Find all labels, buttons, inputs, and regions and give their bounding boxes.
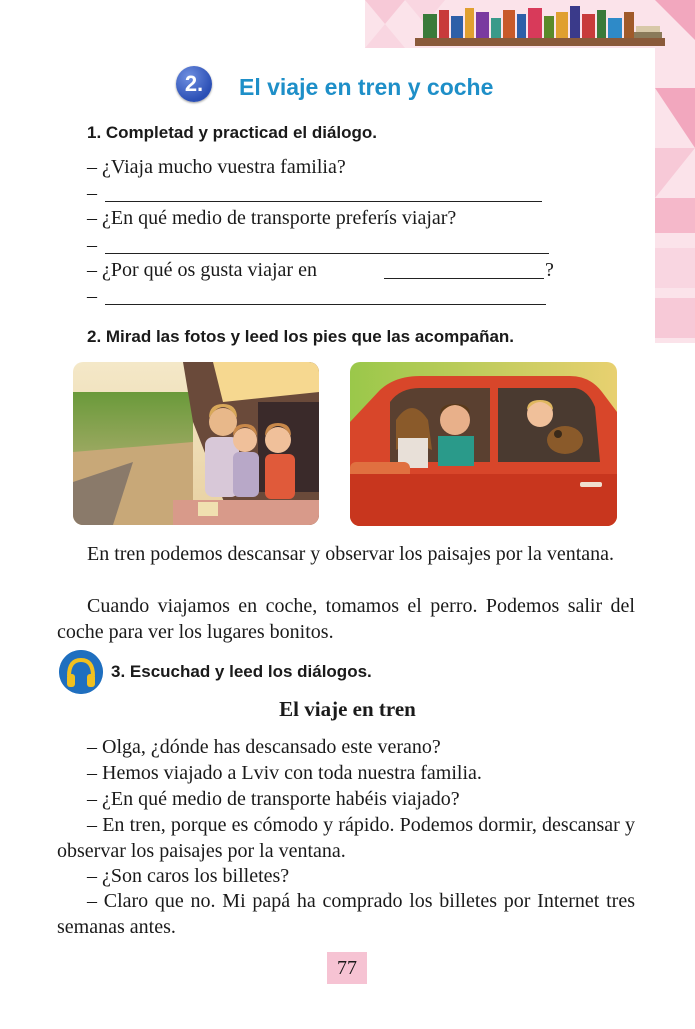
decorative-side-band [655, 48, 695, 343]
dialog-dash: – [87, 182, 97, 204]
caption-train: En tren podemos descansar y observar los paisajes por la ventana. [87, 543, 615, 565]
family-in-car-photo [350, 362, 617, 526]
answer-blank-1[interactable] [105, 201, 542, 202]
dialog-title: El viaje en tren [279, 697, 416, 721]
lesson-number-badge: 2. [176, 66, 212, 102]
lesson-title: El viaje en tren y coche [239, 74, 494, 100]
answer-blank-3[interactable] [384, 278, 544, 279]
dialog-line: – ¿Viaja mucho vuestra familia? [87, 156, 346, 178]
question-mark: ? [545, 259, 554, 281]
task2-heading: 2. Mirad las fotos y leed los pies que las acompañan. [87, 327, 515, 346]
dialog-line: – ¿En qué medio de transporte habéis viajado? [87, 788, 460, 810]
dialog-line: – Olga, ¿dónde has descansado este verano? [87, 736, 441, 758]
dialog-line: – ¿Por qué os gusta viajar en [87, 259, 317, 281]
task1-heading: 1. Completad y practicad el diálogo. [87, 123, 378, 142]
page-number: 77 [327, 952, 367, 984]
task3-heading: 3. Escuchad y leed los diálogos. [111, 662, 372, 681]
dialog-line: – Claro que no. Mi papá ha comprado los billetes por Internet tres semanas antes. [57, 890, 635, 938]
dialog-dash: – [87, 285, 97, 307]
answer-blank-2[interactable] [105, 253, 549, 254]
family-on-train-photo [73, 362, 319, 525]
caption-car: Cuando viajamos en coche, tomamos el perro. Podemos salir del coche para ver los lugares bonitos. [57, 595, 635, 643]
decorative-header-band [365, 0, 695, 48]
dialog-dash: – [87, 234, 97, 256]
dialog-line: – ¿En qué medio de transporte preferís viajar? [87, 207, 457, 229]
dialog-line: – Hemos viajado a Lviv con toda nuestra familia. [87, 762, 482, 784]
dialog-line: – En tren, porque es cómodo y rápido. Podemos dormir, descansar y observar los paisajes por la ventana. [57, 814, 635, 862]
headphones-icon[interactable] [59, 650, 103, 694]
answer-blank-4[interactable] [105, 304, 546, 305]
dialog-line: – ¿Son caros los billetes? [87, 865, 290, 887]
